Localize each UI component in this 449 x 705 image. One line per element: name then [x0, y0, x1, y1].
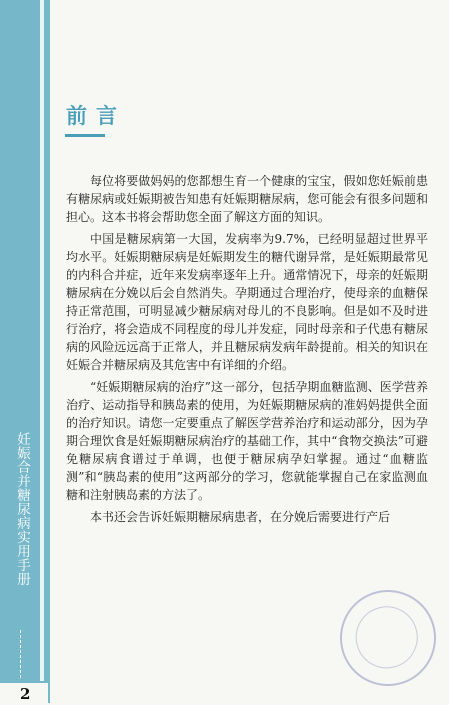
paragraph-1: 每位将要做妈妈的您都想生育一个健康的宝宝，假如您妊娠前患有糖尿病或妊娠期被告知患有妊娠期糖尿病，您可能会有很多问题和担心。这本书将会帮助您全面了解这方面的知识。 — [66, 174, 428, 224]
paragraph-3: “妊娠期糖尿病的治疗”这一部分，包括孕期血糖监测、医学营养治疗、运动指导和胰岛素的使用，为妊娠期糖尿病的准妈妈提供全面的治疗知识。请您一定要重点了解医学营养治疗和运动部分，因为孕期合理饮食是妊娠期糖尿病治疗的基础工作，其中“食物交换法”可避免糖尿病食谱过于单调，也便于糖尿病孕妇掌握。通过“血糖监测”和“胰岛素的使用”这两部分的学习，您就能掌握自己在家监测血糖和注射胰岛素的方法了。 — [66, 380, 428, 502]
page-number: 2 — [20, 685, 31, 703]
sidebar — [0, 0, 50, 703]
page-number-box — [0, 681, 48, 705]
paragraph-2: 中国是糖尿病第一大国，发病率为9.7%，已经明显超过世界平均水平。妊娠期糖尿病是妊娠期发生的糖代谢异常，是妊娠期最常见的内科合并症，近年来发病率逐年上升。通常情况下，母亲的妊娠期糖尿病在分娩以后会自然消失。孕期通过合理治疗，使母亲的血糖保持正常范围，可明显减少糖尿病对母儿的不良影响。但是如不及时进行治疗，将会造成不同程度的母儿并发症，同时母亲和子代患有糖尿病的风险远远高于正常人，并且糖尿病发病年龄提前。相关的知识在妊娠合并糖尿病及其危害中有详细的介绍。 — [66, 232, 428, 372]
sidebar-dashed-line — [20, 630, 21, 678]
heading-underline — [65, 134, 105, 137]
sidebar-stripe — [40, 0, 44, 703]
watermark-stamp — [328, 578, 449, 699]
paragraph-4: 本书还会告诉妊娠期糖尿病患者，在分娩后需要进行产后 — [90, 510, 391, 524]
page-heading: 前言 — [66, 104, 126, 128]
preface-body — [66, 172, 428, 530]
stamp-inner-ring — [348, 598, 426, 676]
book-title: 妊娠合并糖尿病实用手册 — [14, 432, 30, 586]
